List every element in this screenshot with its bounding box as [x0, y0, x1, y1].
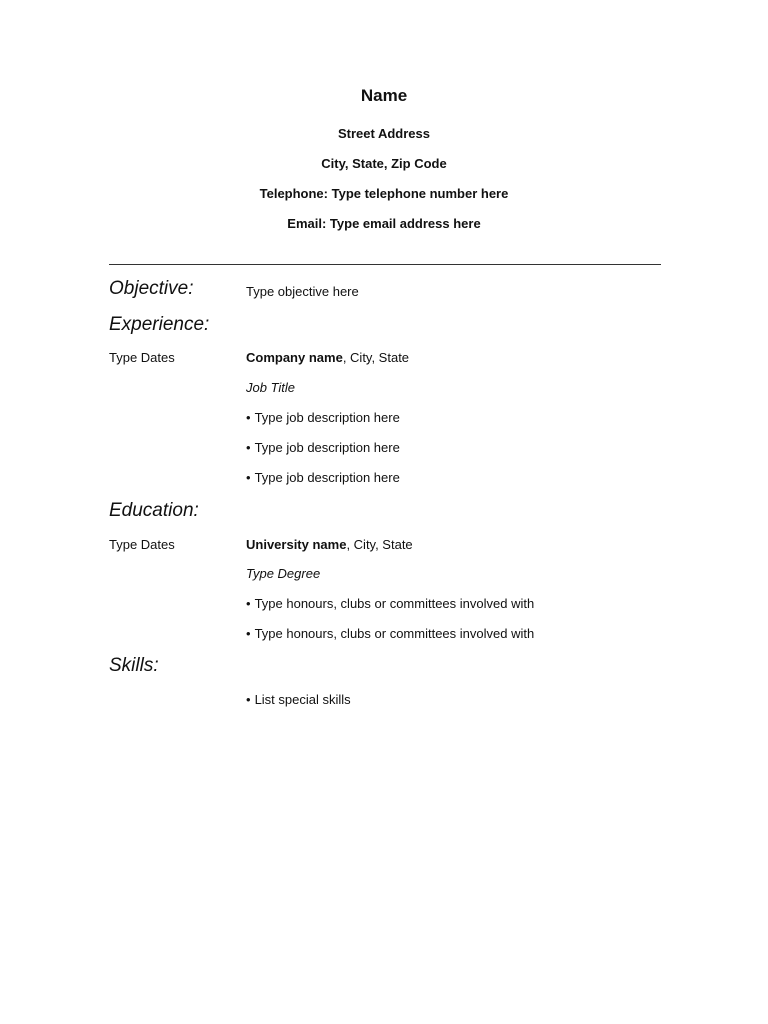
email-line: Email: Type email address here: [287, 216, 481, 231]
bullet-glyph: •: [246, 596, 251, 611]
job-description-text: Type job description here: [254, 440, 400, 455]
degree: Type Degree: [246, 566, 321, 581]
education-item-text: Type honours, clubs or committees involved with: [254, 626, 535, 641]
education-dates: Type Dates: [109, 537, 175, 552]
job-description-item: [246, 470, 400, 485]
objective-heading: Objective:: [109, 278, 194, 299]
education-item-text: Type honours, clubs or committees involved with: [254, 596, 535, 611]
company-location: , City, State: [342, 350, 410, 365]
header-divider: [109, 264, 661, 265]
objective-text: Type objective here: [246, 284, 359, 299]
telephone-line: Telephone: Type telephone number here: [259, 186, 509, 201]
skill-item: [246, 692, 351, 707]
street-address: Street Address: [338, 126, 430, 141]
bullet-glyph: •: [246, 626, 251, 641]
education-item: [246, 596, 534, 611]
bullet-glyph: •: [246, 440, 251, 455]
job-description-text: Type job description here: [254, 470, 400, 485]
bullet-glyph: •: [246, 470, 251, 485]
job-description-text: Type job description here: [254, 410, 400, 425]
job-title: Job Title: [246, 380, 296, 395]
university-name: University name: [246, 537, 347, 552]
skill-item-text: List special skills: [254, 692, 351, 707]
university-location: , City, State: [346, 537, 413, 552]
experience-company-line: [246, 350, 409, 365]
education-university-line: [246, 537, 413, 552]
resume-name: Name: [360, 86, 408, 105]
company-name: Company name: [246, 350, 343, 365]
city-state-zip: City, State, Zip Code: [321, 156, 447, 171]
experience-dates: Type Dates: [109, 350, 175, 365]
job-description-item: [246, 410, 400, 425]
bullet-glyph: •: [246, 410, 251, 425]
experience-heading: Experience:: [109, 314, 210, 335]
bullet-glyph: •: [246, 692, 251, 707]
education-heading: Education:: [109, 500, 199, 521]
education-item: [246, 626, 534, 641]
skills-heading: Skills:: [109, 655, 159, 676]
job-description-item: [246, 440, 400, 455]
